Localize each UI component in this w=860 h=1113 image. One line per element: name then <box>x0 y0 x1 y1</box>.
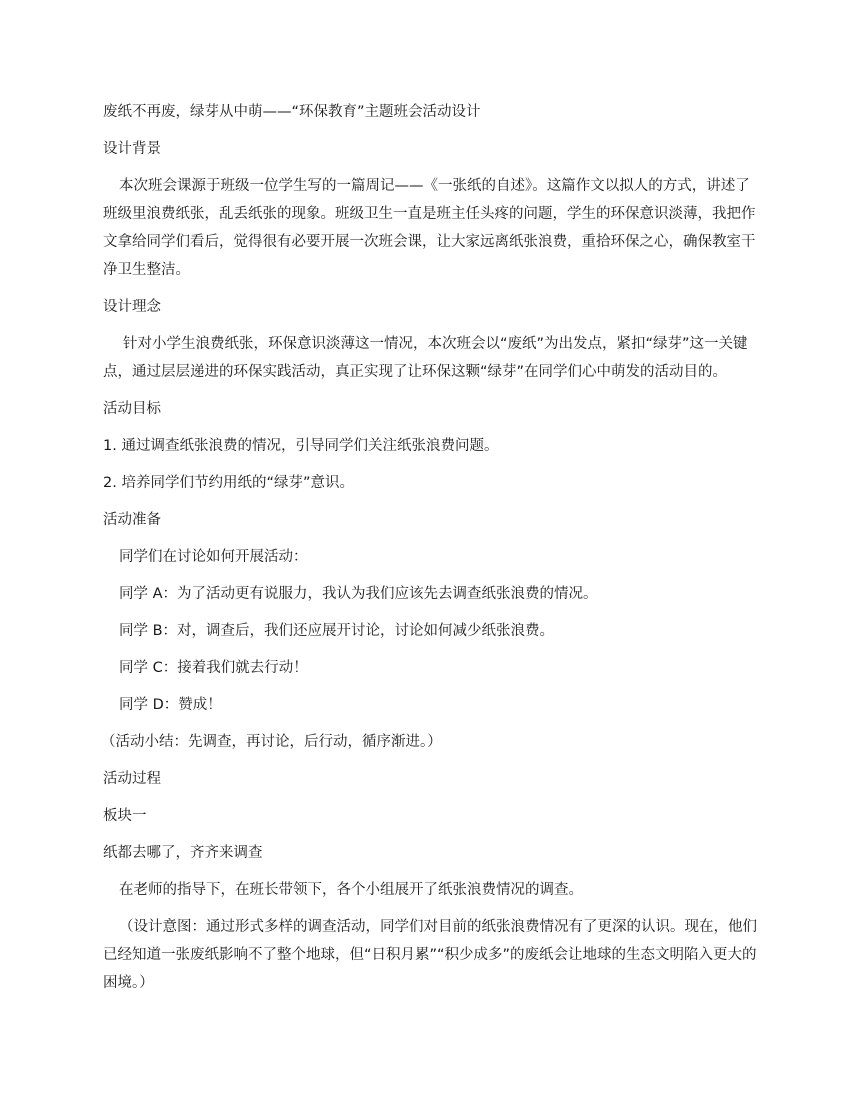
goal-item-2: 2. 培养同学们节约用纸的“绿芽”意识。 <box>103 475 354 491</box>
prep-summary: （活动小结：先调查，再讨论，后行动，循序渐进。） <box>101 734 442 750</box>
block-paragraph: 在老师的指导下，在班长带领下，各个小组展开了纸张浪费情况的调查。 <box>119 882 583 898</box>
prep-student-b: 同学 B：对，调查后，我们还应展开讨论，讨论如何减少纸张浪费。 <box>119 623 555 639</box>
block-subheading: 纸都去哪了，齐齐来调查 <box>103 845 263 861</box>
document-page <box>103 98 757 1006</box>
concept-paragraph: 针对小学生浪费纸张，环保意识淡薄这一情况，本次班会以“废纸”为出发点，紧扣“绿芽”这一关键点，通过层层递进的环保实践活动，真正实现了让环保这颗“绿芽”在同学们心中萌发的活动目的。 <box>103 336 748 380</box>
prep-student-c: 同学 C：接着我们就去行动！ <box>119 660 308 676</box>
section-heading-background: 设计背景 <box>103 141 161 157</box>
section-heading-process: 活动过程 <box>103 771 161 787</box>
prep-intro: 同学们在讨论如何开展活动： <box>119 549 308 565</box>
prep-student-d: 同学 D：赞成！ <box>119 697 222 713</box>
section-heading-preparation: 活动准备 <box>103 512 161 528</box>
section-heading-concept: 设计理念 <box>103 299 161 315</box>
prep-student-a: 同学 A：为了活动更有说服力，我认为我们应该先去调查纸张浪费的情况。 <box>119 586 598 602</box>
goal-item-1: 1. 通过调查纸张浪费的情况，引导同学们关注纸张浪费问题。 <box>103 438 499 454</box>
block-heading: 板块一 <box>103 808 147 824</box>
document-title: 废纸不再废，绿芽从中萌——“环保教育”主题班会活动设计 <box>103 104 481 120</box>
background-paragraph: 本次班会课源于班级一位学生写的一篇周记——《一张纸的自述》。这篇作文以拟人的方式，讲述了班级里浪费纸张，乱丢纸张的现象。班级卫生一直是班主任头疼的问题，学生的环保意识淡薄，我把作文拿给同学们看后，觉得很有必要开展一次班会课，让大家远离纸张浪费，重拾环保之心，确保教室干净卫生整洁。 <box>103 178 756 278</box>
section-heading-goals: 活动目标 <box>103 401 161 417</box>
block-design-intent: （设计意图：通过形式多样的调查活动，同学们对目前的纸张浪费情况有了更深的认识。现在，他们已经知道一张废纸影响不了整个地球，但“日积月累”“积少成多”的废纸会让地球的生态文明陷入更大的困境。） <box>103 919 757 991</box>
